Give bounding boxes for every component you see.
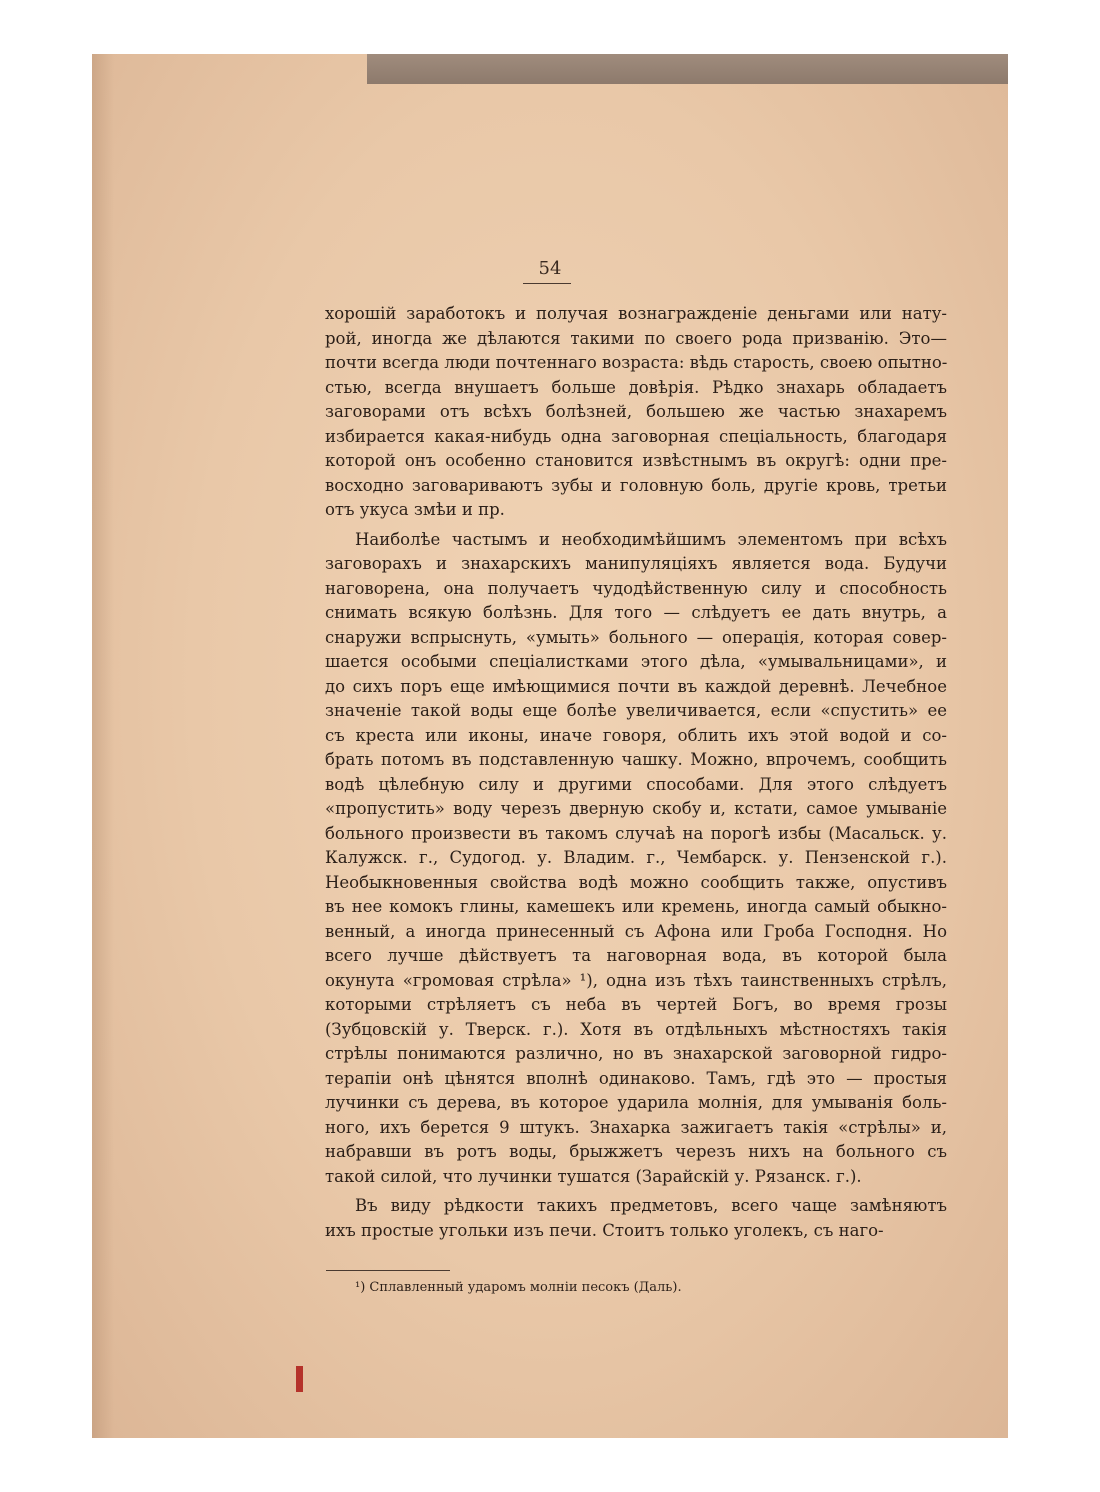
text-line: Необыкновенныя свойства водѣ можно сообщить также, опустивъ <box>325 872 947 892</box>
text-line: лучинки съ дерева, въ которое ударила молнія, для умыванія боль- <box>325 1093 947 1112</box>
text-line: шается особыми спеціалистками этого дѣла, «умывальницами», и <box>325 652 947 671</box>
text-line: съ креста или иконы, иначе говоря, облить ихъ этой водой и со- <box>325 725 947 745</box>
text-line: набравши въ ротъ воды, брыжжетъ черезъ нихъ на больного съ <box>325 1142 947 1161</box>
text-line: до сихъ поръ еще имѣющимися почти въ каждой деревнѣ. Лечебное <box>325 676 947 696</box>
text-line: значеніе такой воды еще болѣе увеличивается, если «спустить» ее <box>325 701 947 720</box>
text-line: брать потомъ въ подставленную чашку. Можно, впрочемъ, сообщить <box>325 750 947 769</box>
paragraph <box>325 528 947 1190</box>
page-number: 54 <box>538 258 562 279</box>
text-line: почти всегда люди почтеннаго возраста: вѣдь старость, своею опытно- <box>325 353 948 372</box>
text-line: стрѣлы понимаются различно, но въ знахарской заговорной гидро- <box>325 1044 947 1063</box>
text-line: въ нее комокъ глины, камешекъ или кремень, иногда самый обыкно- <box>325 897 947 916</box>
text-line: отъ укуса змѣи и пр. <box>325 500 505 519</box>
text-line: рой, иногда же дѣлаются такими по своего рода призванію. Это— <box>325 328 947 348</box>
paragraph <box>325 302 947 523</box>
page-number-rule <box>523 283 571 284</box>
text-line: (Зубцовскій у. Тверск. г.). Хотя въ отдѣльныхъ мѣстностяхъ такія <box>325 1019 947 1039</box>
red-bookmark-mark <box>296 1366 303 1392</box>
text-line: стью, всегда внушаетъ больше довѣрія. Рѣдко знахарь обладаетъ <box>325 377 947 397</box>
scan-left-edge <box>92 54 114 1438</box>
text-line: заговорами отъ всѣхъ болѣзней, большею же частью знахаремъ <box>325 402 947 421</box>
text-line: ного, ихъ берется 9 штукъ. Знахарка зажигаетъ такія «стрѣлы» и, <box>325 1117 947 1137</box>
text-line: венный, а иногда принесенный съ Афона или Гроба Господня. Но <box>325 921 947 941</box>
text-line: избирается какая-нибудь одна заговорная спеціальность, благодаря <box>325 426 947 446</box>
footnote-rule <box>326 1270 450 1271</box>
text-line: окунута «громовая стрѣла» ¹), одна изъ тѣхъ таинственныхъ стрѣлъ, <box>325 970 947 990</box>
text-line: Калужск. г., Судогод. у. Владим. г., Чембарск. у. Пензенской г.). <box>325 848 947 867</box>
paragraph <box>325 1194 947 1243</box>
text-line: хорошій заработокъ и получая вознагражденіе деньгами или нату- <box>325 304 947 323</box>
text-line: «пропустить» воду черезъ дверную скобу и, кстати, самое умыванie <box>325 799 947 818</box>
body-text <box>325 302 947 1243</box>
text-line: Наиболѣе частымъ и необходимѣйшимъ элементомъ при всѣхъ <box>355 529 947 549</box>
text-line: заговорахъ и знахарскихъ манипуляціяхъ является вода. Будучи <box>325 554 947 573</box>
scan-top-band <box>367 54 1008 84</box>
text-line: водѣ цѣлебную силу и другими способами. Для этого слѣдуетъ <box>325 774 947 794</box>
text-line: наговорена, она получаетъ чудодѣйственную силу и способность <box>325 578 947 598</box>
text-line: восходно заговариваютъ зубы и головную боль, другіе кровь, третьи <box>325 475 947 495</box>
text-line: которой онъ особенно становится извѣстнымъ въ округѣ: одни пре- <box>325 451 947 470</box>
text-line: терапіи онѣ цѣнятся вполнѣ одинаково. Тамъ, гдѣ это — простыя <box>325 1068 947 1088</box>
text-line: ихъ простые угольки изъ печи. Стоитъ только уголекъ, съ наго- <box>325 1220 884 1240</box>
text-line: которыми стрѣляетъ съ неба въ чертей Богъ, во время грозы <box>325 995 947 1014</box>
text-line: снаружи вспрыснуть, «умыть» больного — операція, которая совер- <box>325 627 947 647</box>
text-line: Въ виду рѣдкости такихъ предметовъ, всего чаще замѣняютъ <box>355 1196 947 1215</box>
text-line: снимать всякую болѣзнь. Для того — слѣдуетъ ее дать внутрь, а <box>325 603 947 622</box>
text-line: всего лучше дѣйствуетъ та наговорная вода, въ которой была <box>325 946 947 965</box>
footnote: ¹) Сплавленный ударомъ молніи песокъ (Даль). <box>355 1280 682 1295</box>
text-line: больного произвести въ такомъ случаѣ на порогѣ избы (Масальск. у. <box>325 823 947 843</box>
text-line: такой силой, что лучинки тушатся (Зарайскій у. Рязанск. г.). <box>325 1166 862 1186</box>
